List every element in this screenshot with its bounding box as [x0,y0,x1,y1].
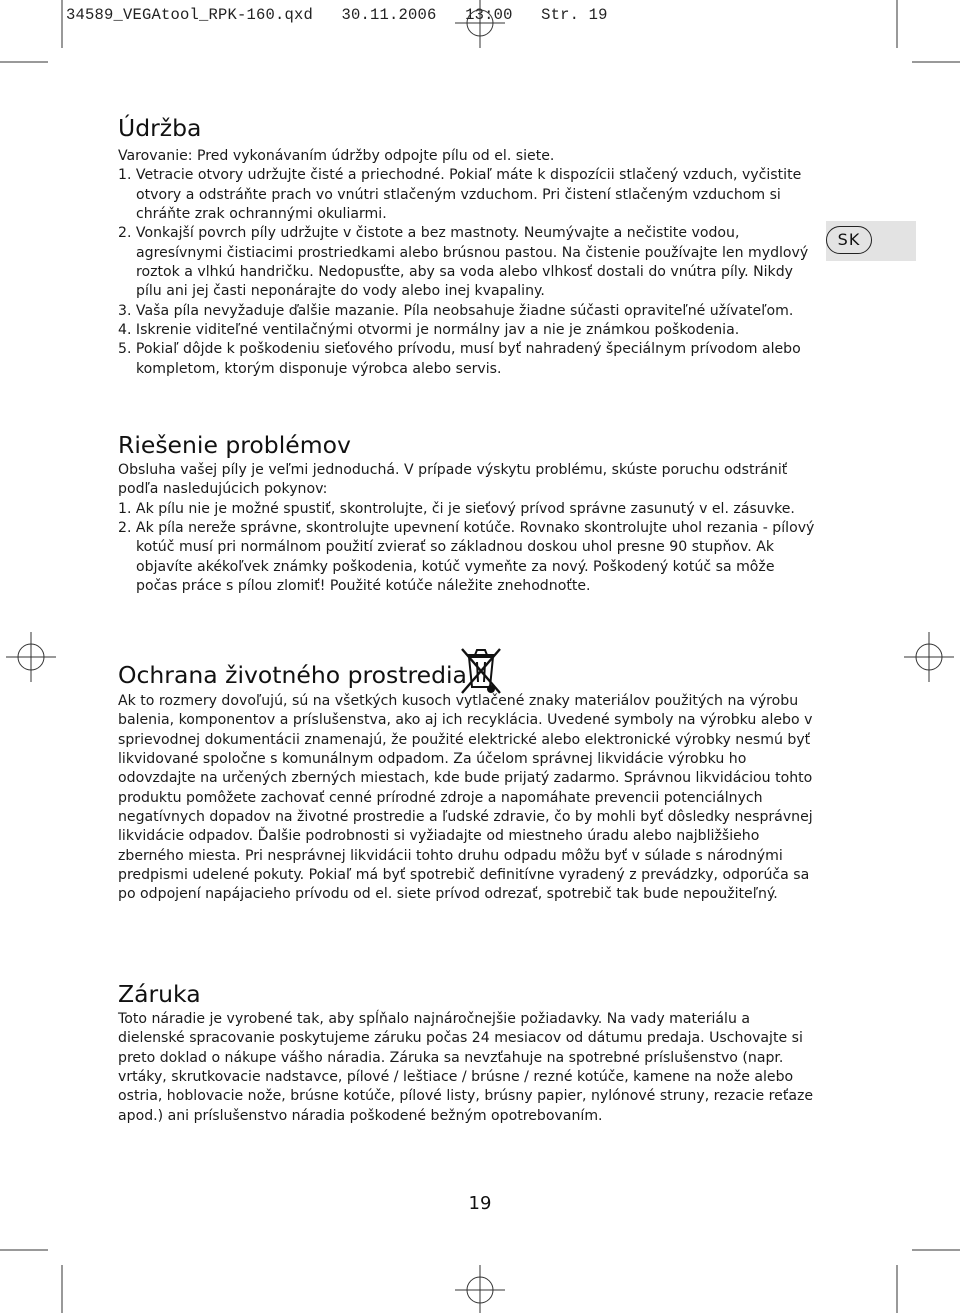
page-number: 19 [468,1193,492,1214]
troubleshooting-intro: Obsluha vašej píly je veľmi jednoduchá. V prípade výskytu problému, skúste poruchu odstrániť podľa nasledujúcich pokynov: [118,462,788,498]
heading-maintenance: Údržba [118,114,202,142]
maintenance-item-5: 5. Pokiaľ dôjde k poškodeniu sieťového prívodu, musí byť nahradený špeciálnym prívodom alebo kompletom, ktorým disponuje výrobca alebo servis. [118,341,801,377]
registration-mark-bottom [455,1265,505,1313]
warranty-text: Toto náradie je vyrobené tak, aby spĺňalo najnáročnejšie požiadavky. Na vady materiálu a dielenské spracovanie poskytujeme záruku počas 24 mesiacov od dátumu predaja. Uschovajte si preto doklad o nákupe vášho náradia. Záruka sa nevzťahuje na spotrebné príslušenstvo (napr. vrtáky, skrutkovacie nadstavce, pílové / leštiace / brúsne / rezné kotúče, kamene na nože alebo ostria, hoblovacie nože, brúsne kotúče, pílové listy, brúsny papier, nylónové struny, rezacie reťaze apod.) ani príslušenstvo náradia poškodené bežným opotrebovaním. [118,1011,814,1124]
registration-mark-left [6,632,56,682]
crossed-out-wheelie-bin-icon [458,645,504,697]
warning-label: Varovanie: [118,148,193,164]
environment-text: Ak to rozmery dovoľujú, sú na všetkých kusoch vytlačené znaky materiálov použitých na výrobu balenia, komponentov a príslušenstva, ako aj ich recyklácia. Uvedené symboly na výrobku alebo v sprievodnej dokumentácii znamenajú, že použité elektrické alebo elektronické výrobky nesmú byť likvidované spoločne s komunálnym odpadom. Za účelom správnej likvidácie výrobku ho odovzdajte na určených zberných miestach, kde bude prijatý zadarmo. Správnou likvidáciou tohto produktu pomôžete zachovať cenné prírodné zdroje a napomáhate prevencii potenciálnych negatívnych dopadov na životné prostredie a ľudské zdravie, čo by mohli byť dôsledky nesprávnej likvidácie odpadov. Ďalšie podrobnosti si vyžiadajte od miestneho úradu alebo najbližšieho zberného miesta. Pri nesprávnej likvidácii tohto druhu odpadu môžu byť v súlade s národnými predpismi udelené pokuty. Pokiaľ má byť spotrebič definitívne vyradený z prevádzky, odporúča sa po odpojení napájacieho prívodu od el. siete prívod odrezať, spotrebič tak bude nepoužiteľný. [118,693,813,903]
language-badge: SK [826,226,872,254]
maintenance-item-1: 1. Vetracie otvory udržujte čisté a priechodné. Pokiaľ máte k dispozícii stlačený vzduch, vyčistite otvory a odstráňte prach vo vnútri stlačeným vzduchom. Pri čistení stlačeným vzduchom si chráňte zrak ochrannými okuliarmi. [118,167,802,223]
maintenance-item-4: 4. Iskrenie viditeľné ventilačnými otvormi je normálny jav a nie je známkou poškodenia. [118,322,740,339]
environment-section [118,692,818,905]
registration-mark-right [904,632,954,682]
heading-troubleshooting: Riešenie problémov [118,431,351,459]
troubleshooting-item-1: 1. Ak pílu nie je možné spustiť, skontrolujte, či je sieťový prívod správne zasunutý v el. zásuvke. [118,500,795,517]
maintenance-warning [118,147,818,166]
registration-mark-top [455,0,505,48]
troubleshooting-item-2: 2. Ak píla nereže správne, skontrolujte upevnení kotúče. Rovnako skontrolujte uhol rezania - pílový kotúč musí pri normálnom použití zvierať so základnou doskou uhol presne 90 stupňov. Ak objavíte akékoľvek známky poškodenia, kotúč vymeňte za nový. Poškodený kotúč sa môže počas práce s pílou zlomiť! Použité kotúče náležite znehodnoťte. [118,520,815,595]
maintenance-section [118,147,818,379]
maintenance-item-3: 3. Vaša píla nevyžaduje ďalšie mazanie. Píla neobsahuje žiadne súčasti opraviteľné užívateľom. [118,302,794,319]
heading-warranty: Záruka [118,980,201,1008]
troubleshooting-section [118,461,818,596]
warranty-section [118,1010,818,1126]
file-slug: 34589_VEGAtool_RPK-160.qxd 30.11.2006 13:00 Str. 19 [66,6,608,24]
heading-environment: Ochrana životného prostredia [118,661,467,689]
maintenance-item-2: 2. Vonkajší povrch píly udržujte v čistote a bez mastnoty. Neumývajte a nečistite vodou, agresívnymi čistiacimi prostriedkami alebo brúsnou pastou. Na čistenie používajte len mydlový roztok a vlhkú handričku. Nedopusťte, aby sa voda alebo vlhkosť dostali do vnútra píly. Nikdy pílu ani jej časti neponárajte do vody alebo inej kvapaliny. [118,225,809,300]
warning-text: Pred vykonávaním údržby odpojte pílu od el. siete. [192,148,555,164]
